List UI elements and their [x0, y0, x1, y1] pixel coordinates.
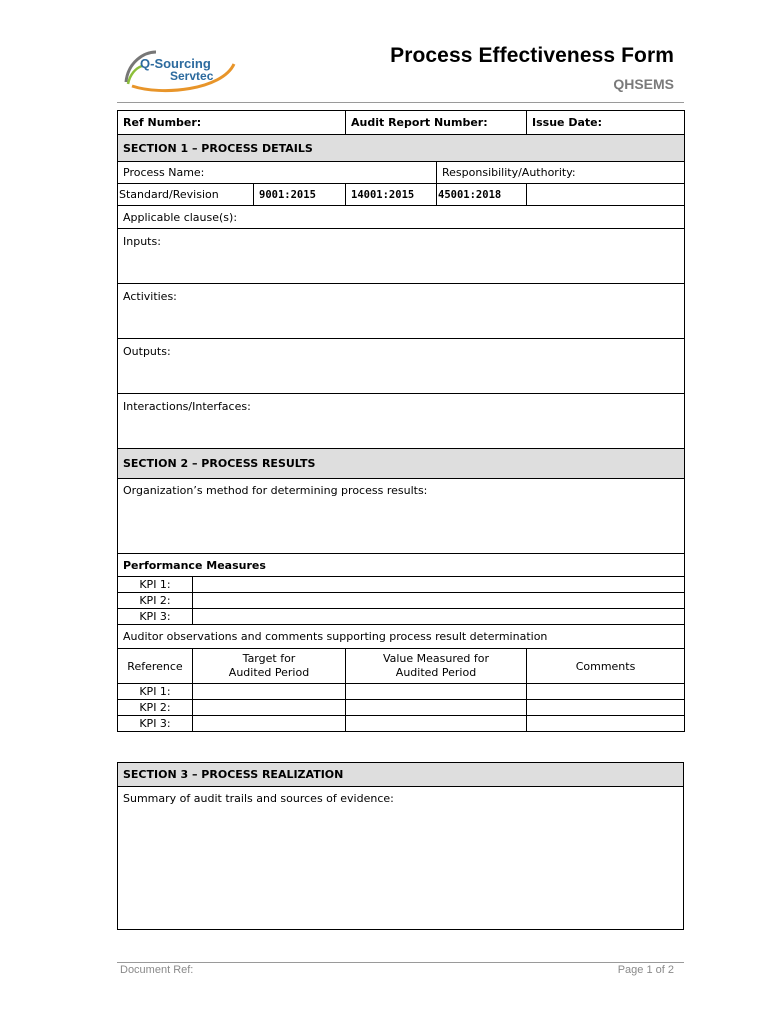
standard-revision-row — [118, 184, 685, 206]
document-ref: Document Ref: — [120, 964, 194, 976]
logo-text-line2: Servtec — [170, 69, 214, 83]
kpi-row — [118, 609, 685, 625]
kpi3-field[interactable] — [193, 609, 685, 625]
applicable-clauses-field[interactable] — [118, 206, 685, 229]
outputs-label: Outputs: — [123, 345, 171, 358]
kpi1-label: KPI 1: — [118, 577, 193, 593]
kpi2-comments-cell[interactable] — [527, 700, 685, 716]
kpi2-target-cell[interactable] — [193, 700, 346, 716]
responsibility-field[interactable] — [437, 162, 685, 184]
kpi1-field[interactable] — [193, 577, 685, 593]
auditor-observations-heading: Auditor observations and comments supporting process result determination — [118, 625, 685, 649]
ref-number-label: Ref Number: — [123, 116, 202, 129]
logo-text-line1: Q-Sourcing — [140, 56, 211, 71]
kpi-row — [118, 593, 685, 609]
kpi2-field[interactable] — [193, 593, 685, 609]
value-column-header: Value Measured for Audited Period — [346, 649, 527, 684]
standard-blank-cell[interactable] — [527, 184, 685, 206]
issue-date-label: Issue Date: — [532, 116, 602, 129]
standard-9001[interactable]: 9001:2015 — [254, 184, 346, 206]
kpi3-comments-cell[interactable] — [527, 716, 685, 732]
inputs-field[interactable] — [118, 229, 685, 284]
standard-45001[interactable]: 45001:2018 — [437, 184, 527, 206]
page-subtitle: QHSEMS — [613, 76, 674, 92]
activities-label: Activities: — [123, 290, 177, 303]
kpi2-label: KPI 2: — [118, 593, 193, 609]
inputs-label: Inputs: — [123, 235, 161, 248]
kpi1-comments-cell[interactable] — [527, 684, 685, 700]
kpi1-value-cell[interactable] — [346, 684, 527, 700]
audit-report-number-label: Audit Report Number: — [351, 116, 488, 129]
interactions-label: Interactions/Interfaces: — [123, 400, 251, 413]
standard-14001[interactable]: 14001:2015 — [346, 184, 437, 206]
kpi1-target-cell[interactable] — [193, 684, 346, 700]
section3-heading: SECTION 3 – PROCESS REALIZATION — [118, 763, 684, 787]
kpi3-target-cell[interactable] — [193, 716, 346, 732]
results-kpi1-label: KPI 1: — [118, 684, 193, 700]
kpi3-value-cell[interactable] — [346, 716, 527, 732]
kpi-row — [118, 577, 685, 593]
results-row — [118, 716, 685, 732]
performance-measures-heading: Performance Measures — [118, 554, 685, 577]
comments-column-header: Comments — [527, 649, 685, 684]
section2-heading: SECTION 2 – PROCESS RESULTS — [118, 449, 685, 479]
process-form-table — [117, 110, 685, 732]
ref-number-field[interactable] — [118, 111, 346, 135]
summary-label: Summary of audit trails and sources of evidence: — [123, 792, 394, 805]
top-row — [118, 111, 685, 135]
method-label: Organization’s method for determining process results: — [123, 484, 428, 497]
summary-field[interactable] — [118, 787, 684, 930]
issue-date-field[interactable] — [527, 111, 685, 135]
company-logo — [122, 44, 240, 96]
interactions-field[interactable] — [118, 394, 685, 449]
header-divider — [117, 102, 684, 103]
responsibility-label: Responsibility/Authority: — [442, 166, 576, 179]
process-name-field[interactable] — [118, 162, 437, 184]
method-field[interactable] — [118, 479, 685, 554]
target-column-header: Target for Audited Period — [193, 649, 346, 684]
process-name-label: Process Name: — [123, 166, 205, 179]
results-row — [118, 700, 685, 716]
section1-heading: SECTION 1 – PROCESS DETAILS — [118, 135, 685, 162]
kpi3-label: KPI 3: — [118, 609, 193, 625]
applicable-clauses-label: Applicable clause(s): — [123, 210, 238, 224]
outputs-field[interactable] — [118, 339, 685, 394]
reference-column-header: Reference — [118, 649, 193, 684]
kpi2-value-cell[interactable] — [346, 700, 527, 716]
page-title: Process Effectiveness Form — [390, 44, 674, 67]
results-kpi2-label: KPI 2: — [118, 700, 193, 716]
standard-revision-label: Standard/Revision — [118, 184, 254, 206]
page-number: Page 1 of 2 — [617, 964, 674, 976]
logo-swoosh-icon — [122, 44, 240, 96]
audit-report-number-field[interactable] — [346, 111, 527, 135]
activities-field[interactable] — [118, 284, 685, 339]
footer-divider — [117, 962, 684, 963]
process-realization-table — [117, 762, 684, 930]
results-kpi3-label: KPI 3: — [118, 716, 193, 732]
results-header-row — [118, 649, 685, 684]
results-row — [118, 684, 685, 700]
